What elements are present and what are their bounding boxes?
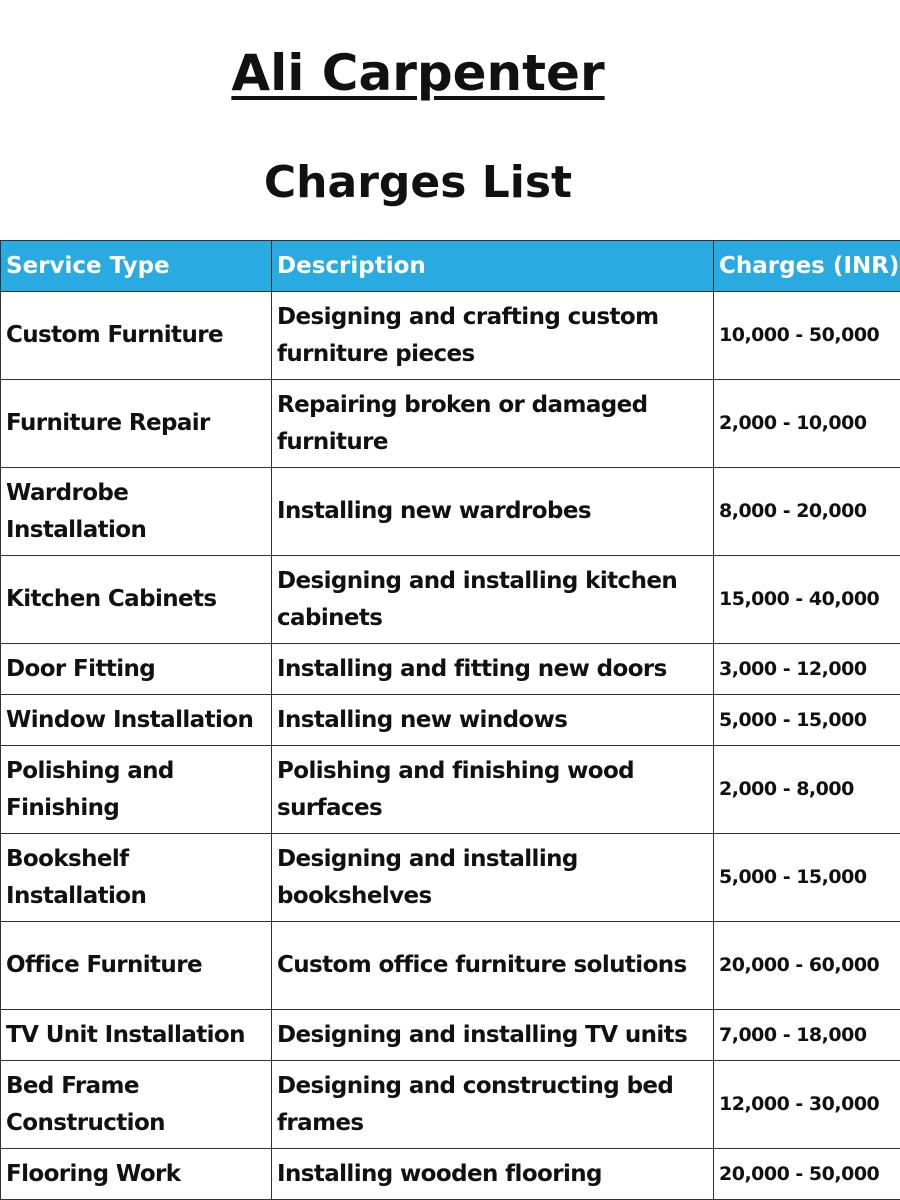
- description-cell: Designing and crafting custom furniture pieces: [272, 292, 714, 380]
- table-row: [1, 834, 900, 922]
- service-cell: Door Fitting: [1, 644, 272, 695]
- description-cell: Designing and installing kitchen cabinets: [272, 556, 714, 644]
- service-cell: Polishing and Finishing: [1, 746, 272, 834]
- service-cell: Office Furniture: [1, 922, 272, 1010]
- description-cell: Repairing broken or damaged furniture: [272, 380, 714, 468]
- column-header-description: Description: [272, 241, 714, 292]
- description-cell: Custom office furniture solutions: [272, 922, 714, 1010]
- charges-cell: 12,000 - 30,000: [714, 1061, 900, 1149]
- description-cell: Designing and constructing bed frames: [272, 1061, 714, 1149]
- charges-cell: 7,000 - 18,000: [714, 1010, 900, 1061]
- charges-cell: 15,000 - 40,000: [714, 556, 900, 644]
- table-row: [1, 695, 900, 746]
- charges-cell: 20,000 - 60,000: [714, 922, 900, 1010]
- description-cell: Polishing and finishing wood surfaces: [272, 746, 714, 834]
- table-row: [1, 292, 900, 380]
- column-header-service-type: Service Type: [1, 241, 272, 292]
- service-cell: Window Installation: [1, 695, 272, 746]
- description-cell: Installing new wardrobes: [272, 468, 714, 556]
- column-header-charges: Charges (INR): [714, 241, 900, 292]
- service-cell: Kitchen Cabinets: [1, 556, 272, 644]
- description-cell: Installing and fitting new doors: [272, 644, 714, 695]
- description-cell: Installing new windows: [272, 695, 714, 746]
- service-cell: TV Unit Installation: [1, 1010, 272, 1061]
- table-row: [1, 1149, 900, 1200]
- service-cell: Custom Furniture: [1, 292, 272, 380]
- table-row: [1, 1010, 900, 1061]
- charges-cell: 2,000 - 8,000: [714, 746, 900, 834]
- page-title: Ali Carpenter: [231, 44, 605, 102]
- charges-cell: 20,000 - 50,000: [714, 1149, 900, 1200]
- description-cell: Designing and installing TV units: [272, 1010, 714, 1061]
- charges-cell: 5,000 - 15,000: [714, 834, 900, 922]
- table-row: [1, 468, 900, 556]
- charges-cell: 5,000 - 15,000: [714, 695, 900, 746]
- charges-cell: 10,000 - 50,000: [714, 292, 900, 380]
- table-row: [1, 644, 900, 695]
- service-cell: Bookshelf Installation: [1, 834, 272, 922]
- service-cell: Flooring Work: [1, 1149, 272, 1200]
- description-cell: Designing and installing bookshelves: [272, 834, 714, 922]
- description-cell: Installing wooden flooring: [272, 1149, 714, 1200]
- service-cell: Furniture Repair: [1, 380, 272, 468]
- page-subtitle: Charges List: [263, 157, 573, 208]
- table-header-row: [1, 241, 900, 292]
- charges-cell: 2,000 - 10,000: [714, 380, 900, 468]
- table-row: [1, 380, 900, 468]
- charges-table: [0, 240, 900, 1200]
- table-row: [1, 746, 900, 834]
- service-cell: Bed Frame Construction: [1, 1061, 272, 1149]
- service-cell: Wardrobe Installation: [1, 468, 272, 556]
- table-row: [1, 556, 900, 644]
- charges-cell: 3,000 - 12,000: [714, 644, 900, 695]
- charges-cell: 8,000 - 20,000: [714, 468, 900, 556]
- table-row: [1, 922, 900, 1010]
- table-row: [1, 1061, 900, 1149]
